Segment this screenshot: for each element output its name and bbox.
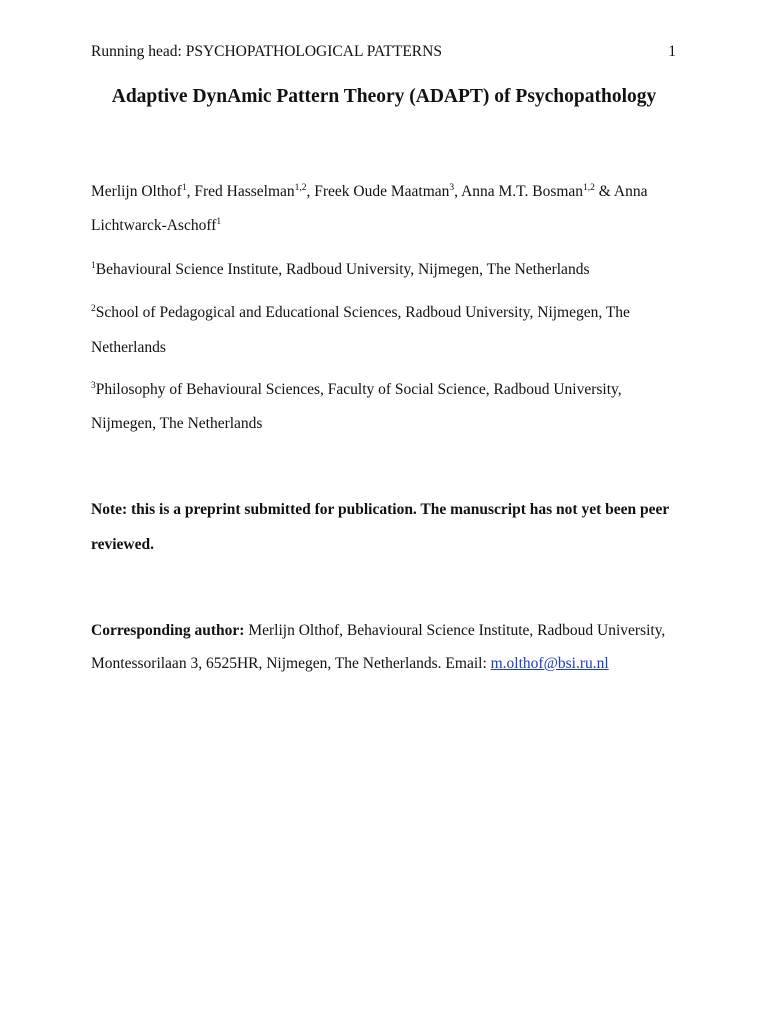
paper-title: Adaptive DynAmic Pattern Theory (ADAPT) of Psychopathology (111, 86, 657, 107)
affiliation-marker: 1 (91, 261, 96, 271)
preprint-note-continued: reviewed. (91, 536, 154, 553)
affiliation-text: Philosophy of Behavioural Sciences, Faculty of Social Science, Radboud University, (95, 381, 622, 398)
corresponding-author-address (91, 655, 609, 673)
corresponding-author-label: Corresponding author: (91, 622, 245, 639)
author-name: , Anna M.T. Bosman (454, 183, 584, 200)
author-affiliation-marker: 3 (449, 183, 455, 193)
corresponding-author-address-text: Montessorilaan 3, 6525HR, Nijmegen, The Netherlands. Email: (91, 655, 491, 672)
author-affiliation-marker: 1,2 (583, 183, 595, 193)
author-name: & Anna (594, 183, 648, 200)
author-name: , Freek Oude Maatman (306, 183, 450, 200)
author-list-line-1 (91, 183, 647, 201)
affiliation-text: School of Pedagogical and Educational Sciences, Radboud University, Nijmegen, The (95, 304, 630, 321)
affiliation-marker: 3 (91, 381, 96, 391)
author-list-line-2 (91, 217, 221, 235)
preprint-note: Note: this is a preprint submitted for publication. The manuscript has not yet been peer (91, 501, 670, 518)
affiliation-3 (91, 381, 622, 399)
author-affiliation-marker: 1 (181, 183, 187, 193)
affiliation-marker: 2 (91, 304, 96, 314)
author-affiliation-marker: 1,2 (294, 183, 307, 193)
affiliation-text: Behavioural Science Institute, Radboud University, Nijmegen, The Netherlands (95, 261, 590, 278)
author-affiliation-marker: 1 (216, 217, 222, 227)
author-name: Merlijn Olthof (91, 183, 182, 200)
email-link[interactable]: m.olthof@bsi.ru.nl (490, 655, 609, 672)
affiliation-3-continued: Nijmegen, The Netherlands (91, 415, 263, 432)
author-name: , Fred Hasselman (186, 183, 295, 200)
running-head-text: Running head: PSYCHOPATHOLOGICAL PATTERNS (91, 43, 442, 60)
corresponding-author (91, 622, 665, 640)
affiliation-2-continued: Netherlands (91, 339, 166, 356)
affiliation-1 (91, 261, 589, 279)
author-name: Lichtwarck-Aschoff (91, 217, 217, 234)
running-head (91, 43, 676, 61)
page-number: 1 (668, 43, 676, 60)
affiliation-2 (91, 304, 630, 322)
corresponding-author-text: Merlijn Olthof, Behavioural Science Institute, Radboud University, (244, 622, 666, 639)
